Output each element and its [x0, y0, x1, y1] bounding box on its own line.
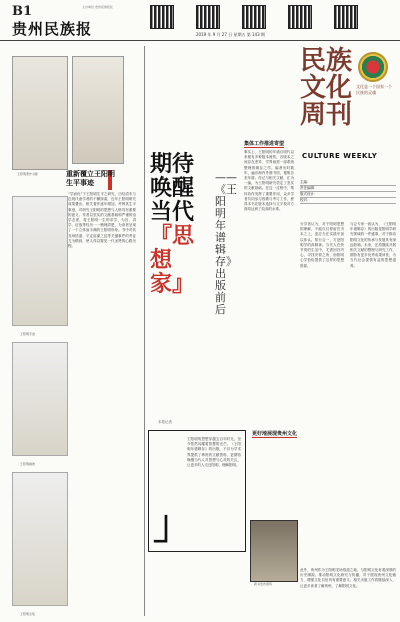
- image-caption: 王阳明著作书影: [17, 172, 39, 176]
- title-line: 生平事迹: [66, 179, 94, 187]
- column-divider: [144, 46, 145, 616]
- left-article-title: [66, 170, 115, 188]
- page-number: B1: [12, 4, 33, 19]
- masthead-tagline: 文化是一个国家一个民族的灵魂: [356, 84, 392, 95]
- image-caption: 王阳明画像: [20, 462, 36, 466]
- portrait-image: [12, 342, 68, 456]
- right-article-body: 分享者认为，对于阳明思想的理解，不能仅仅停留在书本之上，更应当在实践中加以体认。知行合一，方是阳明学的真精神。当代人在快节奏的生活中，尤需回归内心，寻找安顿之所，而阳明心学恰恰提供了这样的思想资源。: [300, 222, 344, 268]
- event-photo: [250, 520, 298, 582]
- image-caption: 王阳明全集: [20, 612, 36, 616]
- qr-code-icon: [196, 5, 220, 29]
- emblem-icon: [358, 52, 388, 82]
- editor-line: 版式设计：: [300, 192, 396, 198]
- book-page-image: [12, 196, 68, 326]
- editor-credits: [300, 180, 396, 204]
- right-article-body: 与会专家一致认为，《王阳明年谱辑存》的出版是阳明学研究领域的一件盛事，对于推动阳明文化的传承与发展具有深远影响。未来，还将继续开展相关文献的整理与研究工作，期待有更多优秀成果问世，为当代社会提供有益的思想滋养。: [350, 222, 396, 268]
- left-article-body: “学而优”于王阳明生平之研究，历经清末与近现代诸学者的不懈探索，近年王阳明研究成果叠出，相关著作逐年增加，考辨其生平事迹，对研究王阳明的思想与人格具有重要的意义。作者以坚实的文献基础和严谨的治学态度，将王阳明一生的求学、为官、讲学、征战等经历一一梳理清楚，为读者呈现了一个立体而丰满的王阳明形象。书中对其龙场悟道、平定宸濠之乱等关键事件的考证尤为精到，使人得以窥见一代圣贤的心路历程。: [68, 192, 136, 249]
- paper-logo: 贵州民族报: [12, 20, 93, 38]
- masthead-char: 周: [300, 100, 327, 130]
- headline-main: 期待唤醒当代: [150, 151, 195, 225]
- mid-article-body: 事实上，王阳明的年谱自明代以来便有多种版本流传，各版本之间存在差异，学界亟需一部系统整理的辑存之作。编者历时数年，遍访海内外图书馆，搜集各类年谱、传记与相关文献，汇为一编，为王阳明研究奠定了坚实的文献基础。在这一过程中，集体协作发挥了重要作用，众多学者共同参与校勘与考订工作，使得本书在版本选择与文字校对方面均达到了较高的水准。: [244, 150, 294, 212]
- photo-caption: 新书发布现场: [254, 582, 273, 586]
- publisher-info: 主办单位 贵州民族报社: [82, 5, 113, 9]
- editor-line: 责任编辑：: [300, 186, 396, 192]
- section-heading: 集体工作推进寄望: [244, 141, 285, 147]
- masthead-char: 文: [300, 73, 327, 103]
- pull-quote: [148, 430, 246, 552]
- title-line: 重新覆立王阳明: [66, 170, 115, 178]
- masthead-char: 刊: [326, 100, 353, 130]
- pull-quote-text: 王阳明的思想穿越五百年时光，至今依然闪耀着智慧的光芒。《王阳明年谱辑存》的出版，不仅为学术界提供了珍贵的文献资料，更期待唤醒当代人对思想与心灵的关注，让更多的人走近阳明、理解阳明。: [187, 437, 241, 468]
- issue-date: 2019 年 9 月 27 日 星期五 第 143 期: [196, 32, 265, 37]
- editor-line: 校对：: [300, 198, 396, 204]
- bottom-article-body: 此外，贵州作为王阳明龙场悟道之地，与阳明文化有着深厚的历史渊源。推动阳明文化研究与传播，对于展现贵州文化魅力、增强文化自信具有重要意义。相关出版工作将继续深入，让更多读者了解贵州、了解阳明文化。: [300, 568, 396, 588]
- book-image: [12, 56, 68, 170]
- byline: 本报记者: [158, 420, 172, 424]
- quote-mark-icon: 」: [153, 501, 193, 548]
- image-caption: 王阳明手迹: [20, 332, 36, 336]
- editor-line: 主编：: [300, 180, 396, 186]
- qr-code-icon: [288, 5, 312, 29]
- qr-code-icon: [242, 5, 266, 29]
- feature-subtitle: ——《王阳明年谱辑存》出版前后: [215, 171, 237, 316]
- masthead-char: 族: [326, 46, 353, 76]
- masthead-char: 化: [326, 73, 353, 103]
- qr-code-icon: [150, 5, 174, 29]
- headline-emphasis: 『思想家』: [150, 223, 195, 297]
- calligraphy-image: [72, 56, 124, 164]
- left-article: [12, 42, 136, 617]
- masthead: [300, 48, 396, 176]
- masthead-char: 民: [300, 46, 327, 76]
- section-heading: 更好地展现贵州文化: [252, 431, 298, 437]
- feature-headline: [150, 152, 204, 296]
- book-cover-image: [12, 472, 68, 606]
- page-header: [0, 0, 400, 41]
- qr-code-icon: [334, 5, 358, 29]
- masthead-english: CULTURE WEEKLY: [302, 152, 378, 160]
